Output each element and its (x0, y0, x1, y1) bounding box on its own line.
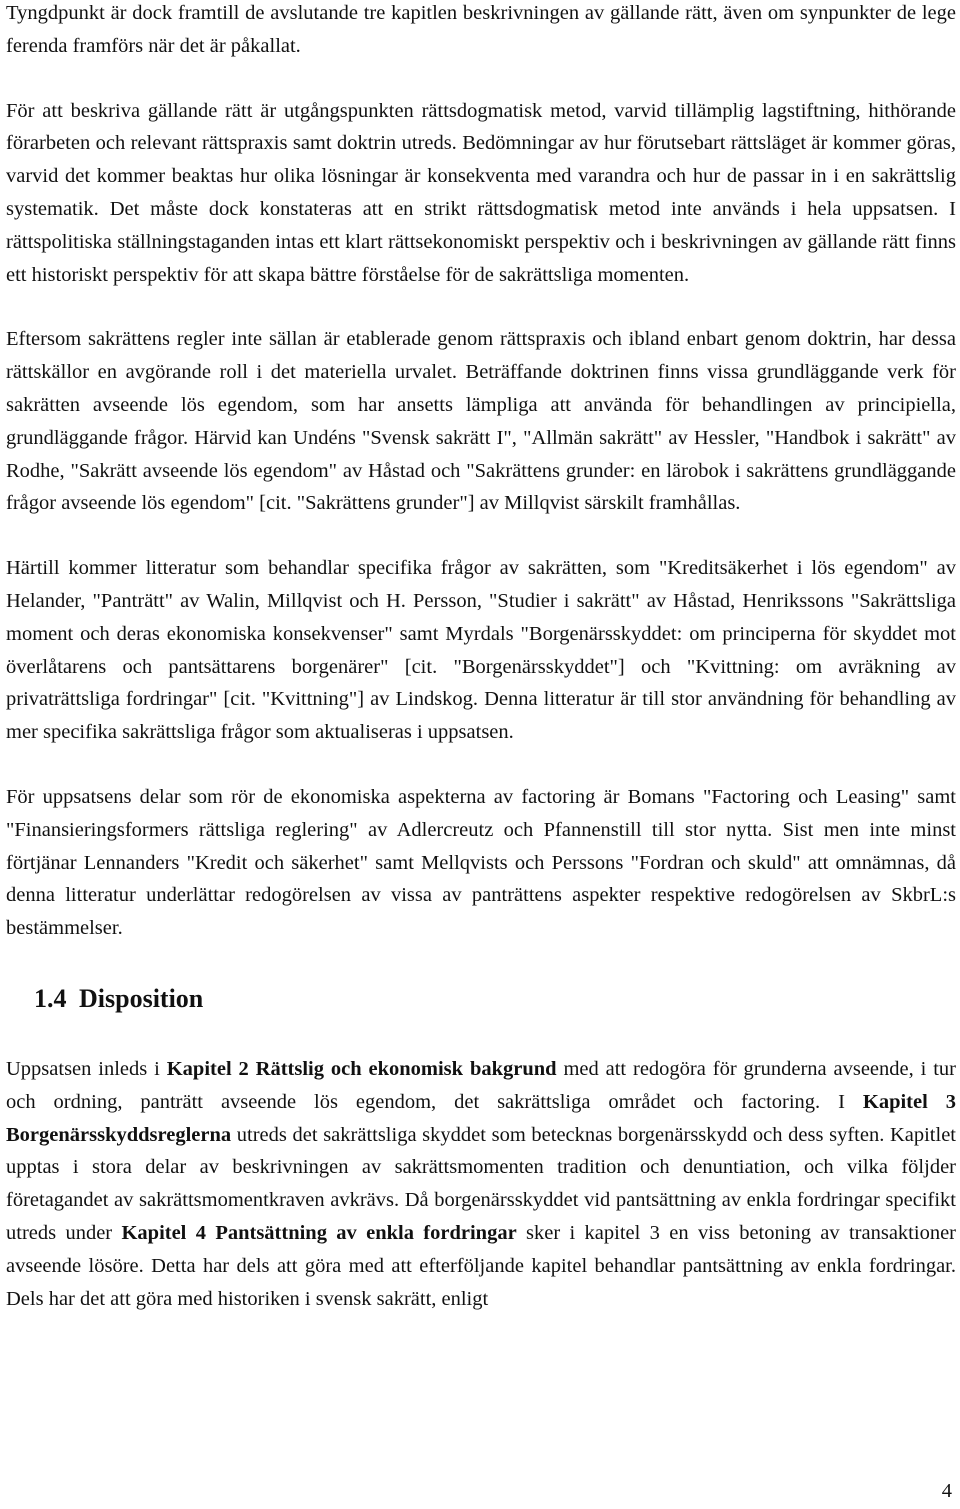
paragraph-doctrine: Eftersom sakrättens regler inte sällan är etablerade genom rättspraxis och ibland enbart genom doktrin, har dessa rättskällor en avgörande roll i det materiella urvalet. Beträffande doktrinen finns vissa grundläggande verk för sakrätten avseende lös egendom, som har ansetts lämpliga att använda för behandlingen av principiella, grundläggande frågor. Härvid kan Undéns "Svensk sakrätt I", "Allmän sakrätt" av Hessler, "Handbok i sakrätt" av Rodhe, "Sakrätt avseende lös egendom" av Håstad och "Sakrättens grunder: en lärobok i sakrättens grundläggande frågor avseende lös egendom" [cit. "Sakrättens grunder"] av Millqvist särskilt framhållas. (6, 328, 956, 515)
page-number: 4 (941, 1480, 952, 1502)
paragraph-economics: För uppsatsens delar som rör de ekonomiska aspekterna av factoring är Bomans "Factoring och Leasing" samt "Finansieringsformers rättsliga reglering" av Adlercreutz och Pfannenstill till stor nytta. Sist men inte minst förtjänar Lennanders "Kredit och säkerhet" samt Mellqvists och Perssons "Fordran och skuld" att omnämnas, då denna litteratur underlättar redogörelsen av vissa av panträttens aspekter respektive redogörelsen av SkbrL:s bestämmelser. (6, 785, 956, 940)
paragraph-literature: Härtill kommer litteratur som behandlar specifika frågor av sakrätten, som "Kreditsäkerhet i lös egendom" av Helander, "Panträtt" av Walin, Millqvist och H. Persson, "Studier i sakrätt" av Håstad, Henrikssons "Sakrättsliga moment och deras ekonomiska konsekvenser" samt Myrdals "Borgenärsskyddet: om principerna för skyddet mot överlåtarens och pantsättarens borgenärer" [cit. "Borgenärsskyddet"] och "Kvittning: om avräkning av privaträttsliga fordringar" [cit. "Kvittning"] av Lindskog. Denna litteratur är till stor användning för behandling av mer specifika sakrättsliga frågor som aktualiseras i uppsatsen. (6, 557, 956, 744)
disposition-text-3: utreds det sakrättsliga skyddet som betecknas borgenärsskydd och dess syften. Kapitlet upptas i stora delar av beskrivningen av sakrättsmomenten tradition och denuntiation, och vilka följder företagandet av sakrättsmomentkraven avkrävs. Då borgenärsskyddet vid pantsättning av enkla fordringar specifikt utreds under (6, 1123, 956, 1244)
disposition-text-2: med att redogöra för grunderna avseende, i tur och ordning, panträtt avseende lös egendom, det sakrättsliga området och factoring. I (6, 1057, 956, 1113)
chapter-4-title: Kapitel 4 Pantsättning av enkla fordringar (121, 1221, 517, 1244)
disposition-text-1: Uppsatsen inleds i (6, 1057, 167, 1080)
chapter-2-title: Kapitel 2 Rättslig och ekonomisk bakgrund (166, 1057, 557, 1080)
section-title: Disposition (79, 983, 204, 1013)
paragraph-method: För att beskriva gällande rätt är utgångspunkten rättsdogmatisk metod, varvid tillämplig lagstiftning, hithörande förarbeten och relevant rättspraxis samt doktrin utreds. Bedömningar av hur förutsebart rättsläget är kommer göras, varvid det kommer beaktas hur olika lösningar är konsekventa med varandra och hur de passar in i en sakrättslig systematik. Det måste dock konstateras att en strikt rättsdogmatisk metod inte används i hela uppsatsen. I rättspolitiska ställningstaganden intas ett klart rättsekonomiskt perspektiv och i beskrivningen av gällande rätt finns ett historiskt perspektiv för att skapa bättre förståelse för de sakrättsliga momenten. (6, 99, 956, 286)
disposition-text-4: sker i kapitel 3 en viss betoning av transaktioner avseende lösöre. Detta har dels att göra med att efterföljande kapitel behandlar pantsättning av enkla fordringar. Dels har det att göra med historiken i svensk sakrätt, enligt (6, 1221, 956, 1310)
paragraph-disposition (6, 1053, 956, 1315)
section-number: 1.4 (34, 983, 67, 1013)
paragraph-intro: Tyngdpunkt är dock framtill de avslutande tre kapitlen beskrivningen av gällande rätt, även om synpunkter de lege ferenda framförs när det är påkallat. (6, 2, 956, 57)
document-page (6, 0, 956, 1315)
chapter-3-title: Kapitel 3 Borgenärsskyddsreglerna (6, 1090, 956, 1146)
section-heading (34, 983, 956, 1015)
